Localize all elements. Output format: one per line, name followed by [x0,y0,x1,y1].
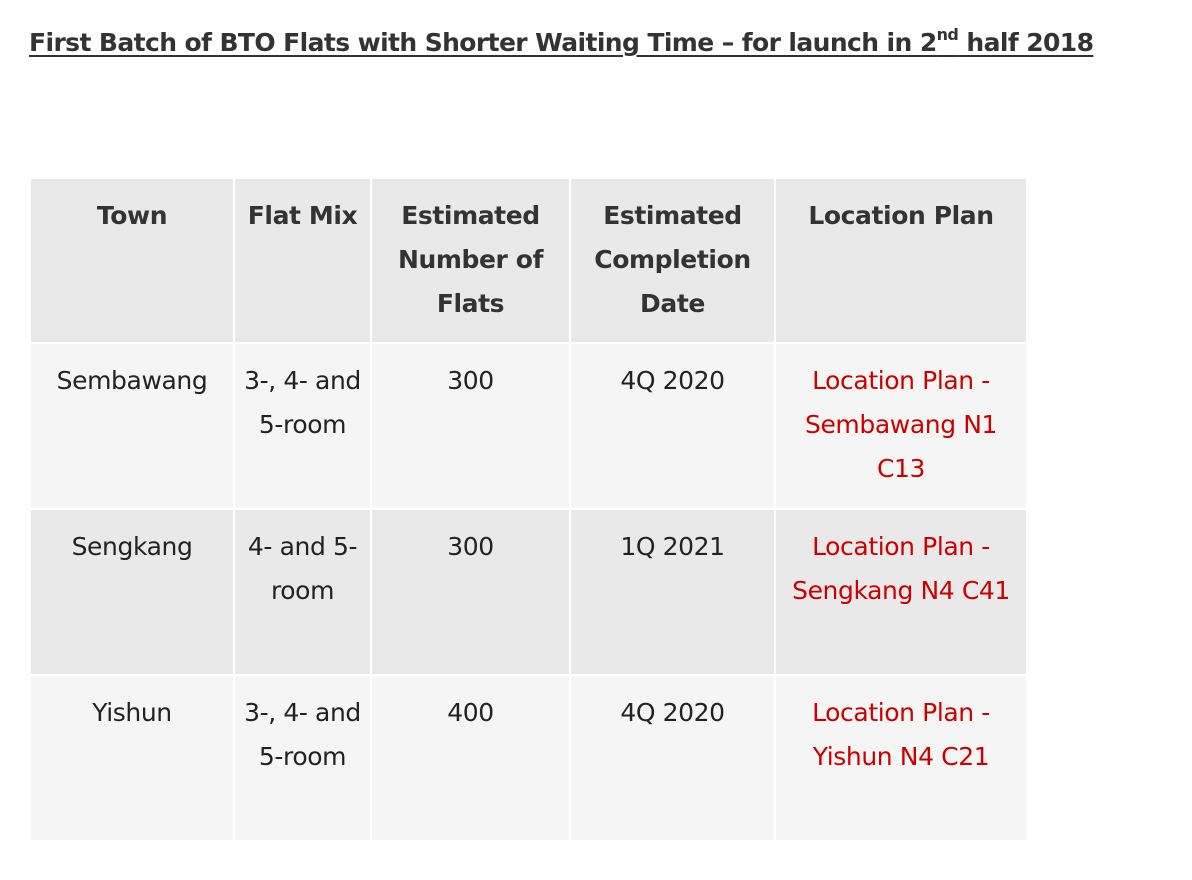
completion-cell: 4Q 2020 [570,675,775,841]
header-town: Town [30,178,234,343]
num-flats-cell: 400 [371,675,570,841]
table-row [30,509,1027,675]
bto-flats-table [29,177,1028,842]
location-plan-link-sembawang[interactable]: Location Plan - Sembawang N1 C13 [804,366,998,483]
location-plan-cell [775,343,1027,509]
header-estimated-number-of-flats: Estimated Number of Flats [371,178,570,343]
location-plan-cell [775,675,1027,841]
location-plan-link-sengkang[interactable]: Location Plan - Sengkang N4 C41 [792,532,1010,605]
header-flat-mix: Flat Mix [234,178,371,343]
flat-mix-cell: 3-, 4- and 5-room [234,343,371,509]
num-flats-cell: 300 [371,343,570,509]
table-row [30,675,1027,841]
town-cell: Sembawang [30,343,234,509]
location-plan-link-yishun[interactable]: Location Plan - Yishun N4 C21 [812,698,990,771]
town-cell: Sengkang [30,509,234,675]
table-header-row [30,178,1027,343]
town-cell: Yishun [30,675,234,841]
header-estimated-completion-date: Estimated Completion Date [570,178,775,343]
location-plan-cell [775,509,1027,675]
header-location-plan: Location Plan [775,178,1027,343]
heading-text: First Batch of BTO Flats with Shorter Waiting Time – for launch in 2 [29,28,937,57]
table-row [30,343,1027,509]
heading-ordinal-suffix: nd [936,25,959,44]
completion-cell: 1Q 2021 [570,509,775,675]
completion-cell: 4Q 2020 [570,343,775,509]
heading-text-end: half 2018 [958,28,1094,57]
page-heading [29,25,1094,57]
flat-mix-cell: 4- and 5-room [234,509,371,675]
flat-mix-cell: 3-, 4- and 5-room [234,675,371,841]
num-flats-cell: 300 [371,509,570,675]
